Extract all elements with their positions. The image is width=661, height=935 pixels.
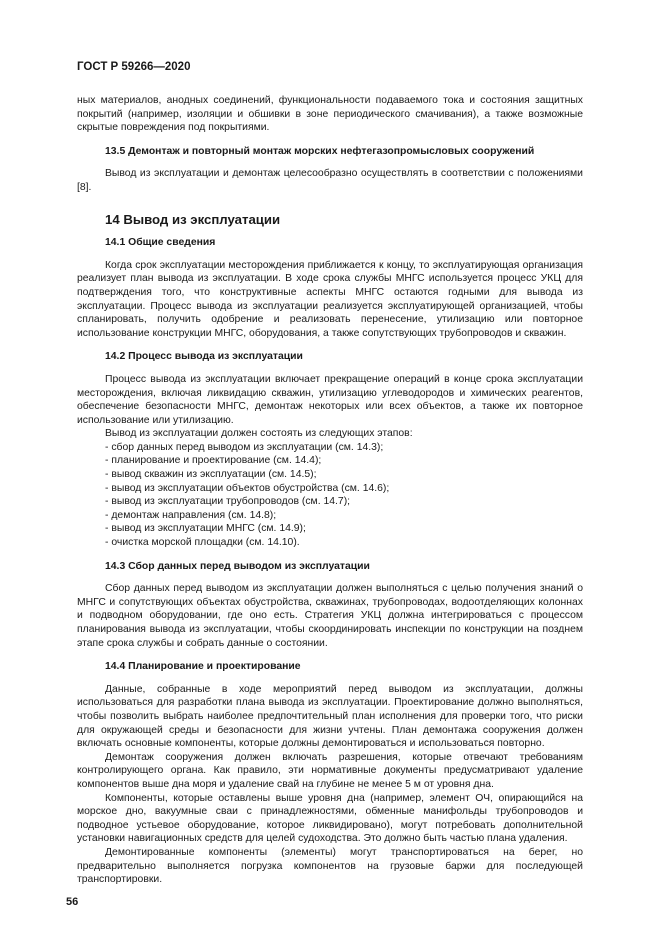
document-header: ГОСТ Р 59266—2020 — [77, 61, 191, 73]
section-14-4-paragraph-1: Данные, собранные в ходе мероприятий перед выводом из эксплуатации, должны использоваться для разработки плана вывода из эксплуатации. Проектирование должно выполняться, чтобы позволить выбрать наиболее предпочтительный план исполнения для проверки того, что риски для окружающей среды и безопасности для жизни учтены. План демонтажа сооружения должен включать основные компоненты, которые должны демонтироваться и использоваться повторно. — [77, 683, 583, 750]
list-item: - сбор данных перед выводом из эксплуатации (см. 14.3); — [77, 441, 583, 455]
page-content — [77, 94, 583, 887]
section-14-4-paragraph-3: Компоненты, которые оставлены выше уровня дна (например, элемент ОЧ, опирающийся на морское дно, вакуумные сваи с принадлежностями, обменные манифольды трубопроводов и подводное устьевое оборудование, которое ликвидировано), могут потребовать дополнительной установки навигационных средств для целей судоходства. Это должно быть частью плана удаления. — [77, 792, 583, 845]
section-13-5-paragraph: Вывод из эксплуатации и демонтаж целесообразно осуществлять в соответствии с положениями [8]. — [77, 168, 583, 193]
section-14-1-paragraph: Когда срок эксплуатации месторождения приближается к концу, то эксплуатирующая организация реализует план вывода из эксплуатации. В ходе срока службы МНГС используется процесс УКЦ для подтверждения того, что конструктивные аспекты МНГС остаются годными для вывода из эксплуатации. Процесс вывода из эксплуатации реализуется эксплуатирующей организацией, чтобы спланировать, получить одобрение и реализовать перенесение, утилизацию или повторное использование конструкции МНГС, оборудования, а также сопутствующих трубопроводов и скважин. — [77, 259, 583, 339]
stages-list — [77, 441, 583, 550]
list-item: - вывод из эксплуатации МНГС (см. 14.9); — [77, 522, 583, 536]
intro-paragraph: ных материалов, анодных соединений, функциональности подаваемого тока и состояния защитных покрытий (например, изоляции и обшивки в зоне периодического смачивания), а также возможные скрытые повреждения под покрытиями. — [77, 95, 583, 134]
section-14-2-paragraph: Процесс вывода из эксплуатации включает прекращение операций в конце срока эксплуатации месторождения, включая ликвидацию скважин, утилизацию углеводородов и химических реагентов, обеспечение безопасности МНГС, демонтаж некоторых или всех объектов, а также их повторное использование или утилизацию. — [77, 373, 583, 426]
list-item: - планирование и проектирование (см. 14.4); — [77, 454, 583, 468]
section-14-2-list-intro: Вывод из эксплуатации должен состоять из следующих этапов: — [105, 428, 413, 440]
section-14-4-paragraph-2: Демонтаж сооружения должен включать разрешения, которые отвечают требованиям контролирующего органа. Как правило, эти нормативные документы предусматривают удаление компонентов выше дна моря и удаление свай на глубине не менее 5 м от уровня дна. — [77, 751, 583, 790]
section-14-1-heading: 14.1 Общие сведения — [105, 237, 216, 249]
section-14-3-heading: 14.3 Сбор данных перед выводом из эксплуатации — [105, 560, 370, 572]
section-14-heading: 14 Вывод из эксплуатации — [105, 211, 281, 227]
list-item: - вывод скважин из эксплуатации (см. 14.5); — [77, 468, 583, 482]
section-14-4-paragraph-4: Демонтированные компоненты (элементы) могут транспортироваться на берег, но предварительно выполняется погрузка компонентов на грузовые баржи для последующей транспортировки. — [77, 846, 583, 886]
list-item: - демонтаж направления (см. 14.8); — [77, 509, 583, 523]
page-number: 56 — [66, 896, 79, 908]
section-14-4-heading: 14.4 Планирование и проектирование — [105, 661, 301, 673]
list-item: - очистка морской площадки (см. 14.10). — [77, 536, 583, 550]
list-item: - вывод из эксплуатации объектов обустройства (см. 14.6); — [77, 482, 583, 496]
list-item: - вывод из эксплуатации трубопроводов (см. 14.7); — [77, 495, 583, 509]
section-13-5-heading: 13.5 Демонтаж и повторный монтаж морских нефтегазопромысловых сооружений — [105, 145, 535, 157]
section-14-2-heading: 14.2 Процесс вывода из эксплуатации — [105, 351, 303, 363]
section-14-3-paragraph: Сбор данных перед выводом из эксплуатации должен выполняться с целью получения знаний о МНГС и сопутствующих объектах обустройства, скважинах, трубопроводах, водоотделяющих колоннах и подводном оборудовании, где оно есть. Стратегия УКЦ должна интегрироваться с процессом планирования вывода из эксплуатации, чтобы скоординировать инспекции по конструкции на позднем этапе срока службы и собрать данные о состоянии. — [77, 583, 583, 649]
